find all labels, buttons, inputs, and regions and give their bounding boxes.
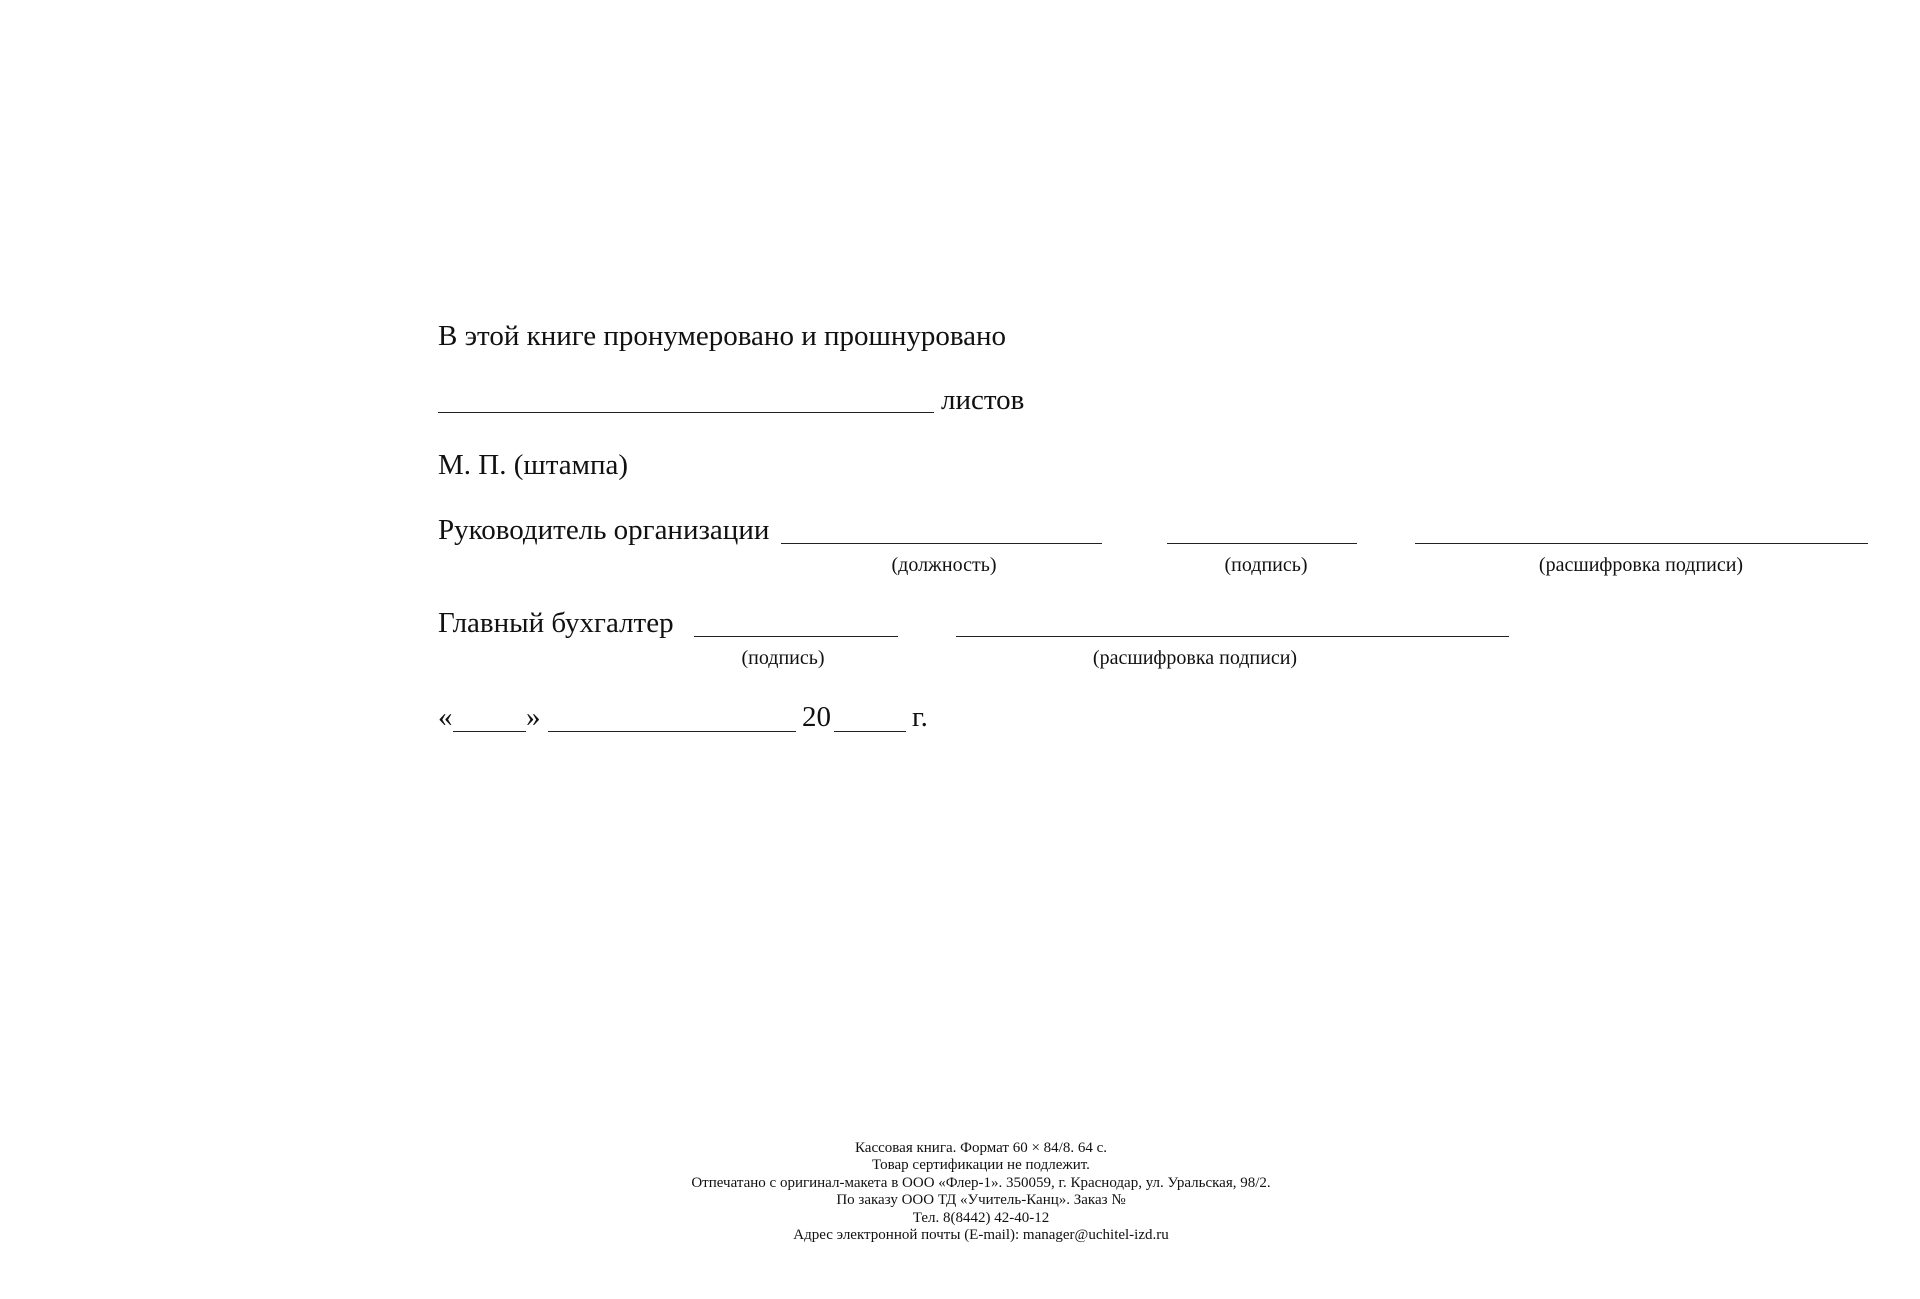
imprint-block xyxy=(0,1140,1920,1244)
sheets-count-line xyxy=(438,412,934,413)
imprint-line: Тел. 8(8442) 42-40-12 xyxy=(912,1209,1050,1226)
numbered-statement: В этой книге пронумеровано и прошнуровано xyxy=(438,320,1007,352)
imprint-line: Адрес электронной почты (E-mail): manager@uchitel-izd.ru xyxy=(793,1227,1169,1244)
date-open-quote: « xyxy=(438,701,453,733)
date-close-quote: » xyxy=(526,701,541,733)
imprint-line: Отпечатано с оригинал-макета в ООО «Флер-1». 350059, г. Краснодар, ул. Уральская, 98/2. xyxy=(691,1174,1271,1191)
director-position-line xyxy=(781,543,1102,544)
director-signature-caption: (подпись) xyxy=(1224,554,1308,576)
director-decoding-caption: (расшифровка подписи) xyxy=(1538,554,1744,576)
date-century: 20 xyxy=(802,701,831,733)
director-label: Руководитель организации xyxy=(438,514,770,546)
accountant-signature-line xyxy=(694,636,898,637)
sheets-label: листов xyxy=(941,384,1025,416)
imprint-line: Кассовая книга. Формат 60 × 84/8. 64 с. xyxy=(855,1140,1107,1156)
date-month-line xyxy=(548,731,796,732)
director-position-caption: (должность) xyxy=(891,554,997,576)
accountant-decoding-caption: (расшифровка подписи) xyxy=(1092,647,1298,669)
date-year-line xyxy=(834,731,906,732)
stamp-label: М. П. (штампа) xyxy=(438,449,629,481)
date-day-line xyxy=(453,731,526,732)
imprint-line: По заказу ООО ТД «Учитель-Канц». Заказ № xyxy=(836,1192,1126,1209)
date-year-suffix: г. xyxy=(912,701,928,733)
imprint-line: Товар сертификации не подлежит. xyxy=(872,1157,1090,1174)
director-signature-line xyxy=(1167,543,1357,544)
director-decoding-line xyxy=(1415,543,1868,544)
accountant-signature-caption: (подпись) xyxy=(741,647,825,669)
accountant-decoding-line xyxy=(956,636,1509,637)
accountant-label: Главный бухгалтер xyxy=(438,607,674,639)
